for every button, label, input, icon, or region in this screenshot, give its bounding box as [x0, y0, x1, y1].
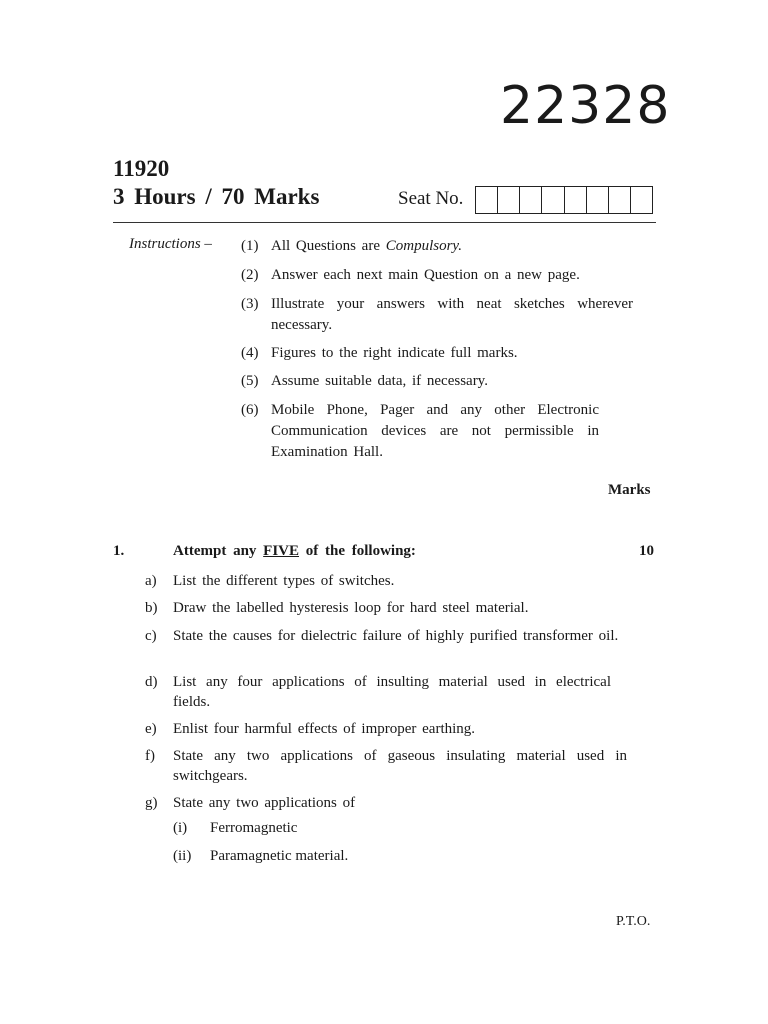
- instruction-item: [241, 371, 641, 392]
- seat-box: [498, 187, 520, 213]
- instruction-text: Answer each next main Question on a new page.: [271, 267, 580, 283]
- sub-question-text: Enlist four harmful effects of improper earthing.: [173, 721, 476, 737]
- seat-number-label: Seat No.: [398, 188, 464, 209]
- sub-question-label: a): [145, 573, 157, 589]
- sub-question-label: c): [145, 628, 157, 644]
- question-marks: 10: [639, 543, 654, 559]
- seat-box: [520, 187, 542, 213]
- sub-sub-label: (i): [173, 820, 188, 836]
- instruction-text: Illustrate your answers with neat sketches wherever necessary.: [271, 296, 633, 333]
- instruction-item: [241, 265, 641, 286]
- sub-sub-text: Ferromagnetic: [210, 820, 298, 836]
- instruction-emphasis: Compulsory.: [385, 238, 462, 254]
- seat-box: [542, 187, 564, 213]
- instruction-number: (2): [241, 267, 259, 283]
- instruction-text: Figures to the right indicate full marks.: [271, 345, 518, 361]
- sub-question: [145, 626, 627, 646]
- sub-question-text: State the causes for dielectric failure of highly purified transformer oil.: [173, 628, 619, 644]
- seat-box: [476, 187, 498, 213]
- seat-box: [587, 187, 609, 213]
- sub-question: [145, 672, 611, 712]
- header-divider: [113, 222, 656, 223]
- seat-number-boxes: [475, 186, 653, 214]
- sub-question-text: Draw the labelled hysteresis loop for hard steel material.: [173, 600, 529, 616]
- question-heading: Attempt any FIVE of the following:: [173, 543, 416, 559]
- seat-box: [565, 187, 587, 213]
- instruction-item: [241, 343, 641, 364]
- instruction-text: Assume suitable data, if necessary.: [271, 373, 488, 389]
- instruction-text: Mobile Phone, Pager and any other Electronic Communication devices are not permissible in Examination Hall.: [271, 402, 599, 460]
- sub-question: [145, 598, 627, 618]
- sub-question: [145, 746, 627, 786]
- sub-sub-text: Paramagnetic material.: [210, 848, 349, 864]
- instruction-number: (6): [241, 402, 259, 418]
- sub-question: [145, 571, 627, 591]
- sub-question-label: g): [145, 795, 158, 811]
- duration-marks: 3 Hours / 70 Marks: [113, 184, 320, 209]
- instruction-number: (5): [241, 373, 259, 389]
- exam-code: 11920: [113, 156, 170, 181]
- seat-box: [631, 187, 652, 213]
- instruction-item: [241, 236, 641, 257]
- question-emphasis: FIVE: [263, 543, 299, 559]
- sub-question-label: f): [145, 748, 155, 764]
- instruction-item: [241, 294, 633, 336]
- instruction-number: (1): [241, 238, 259, 254]
- sub-question-text: List any four applications of insulting material used in electrical fields.: [173, 674, 611, 710]
- instruction-number: (3): [241, 296, 259, 312]
- marks-heading: Marks: [608, 482, 651, 498]
- sub-question-label: b): [145, 600, 158, 616]
- seat-box: [609, 187, 631, 213]
- sub-question: [145, 793, 627, 813]
- sub-question-label: e): [145, 721, 157, 737]
- instructions-label: Instructions –: [129, 236, 212, 252]
- sub-question-text: State any two applications of gaseous insulating material used in switchgears.: [173, 748, 627, 784]
- sub-sub-label: (ii): [173, 848, 192, 864]
- instruction-number: (4): [241, 345, 259, 361]
- question-number: 1.: [113, 543, 125, 559]
- sub-question-label: d): [145, 674, 158, 690]
- sub-question-text: State any two applications of: [173, 795, 356, 811]
- paper-code: 22328: [500, 76, 671, 136]
- sub-question: [145, 719, 627, 739]
- sub-question-text: List the different types of switches.: [173, 573, 395, 589]
- instruction-text: All Questions are: [271, 238, 386, 254]
- instruction-item: [241, 400, 599, 463]
- page-footer: P.T.O.: [616, 914, 651, 929]
